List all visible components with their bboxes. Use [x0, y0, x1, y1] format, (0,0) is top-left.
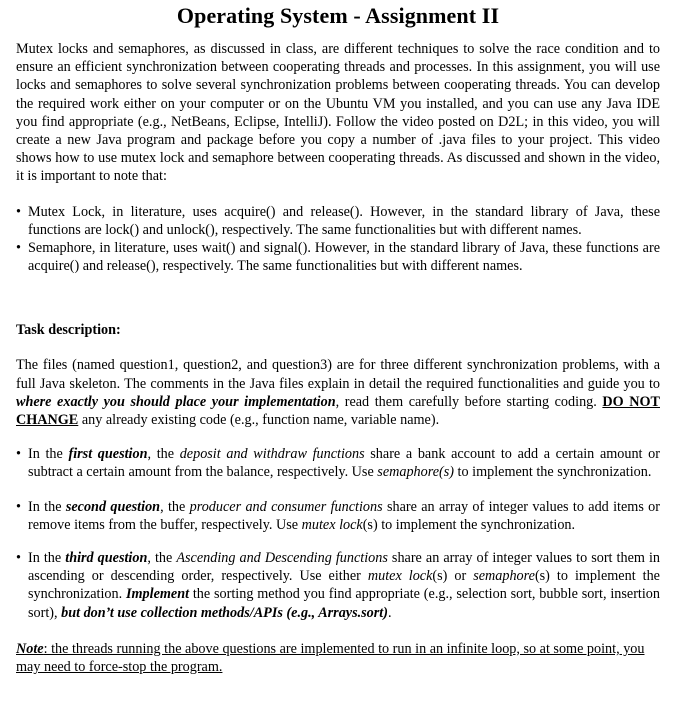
task-heading: Task description:	[16, 322, 121, 339]
text-span: .	[387, 604, 392, 621]
text-span: share an array of integer values to add items or remove items from the buffer, respectively. Use	[28, 498, 661, 533]
bullet-icon: •	[16, 240, 21, 257]
question-ordinal: second question	[65, 498, 161, 515]
text-span: , read them carefully before starting coding.	[335, 393, 603, 410]
text-span: In the	[28, 498, 66, 515]
text-span: (s) to implement the synchronization.	[28, 568, 660, 603]
bullet-icon: •	[16, 446, 21, 463]
restriction-text: but don’t use collection methods/APIs (e.g., Arrays.sort)	[61, 604, 388, 621]
sync-tool: semaphore(s)	[377, 464, 454, 481]
document-title: Operating System - Assignment II	[176, 3, 500, 28]
list-item	[16, 239, 660, 275]
text-span: In the	[28, 446, 69, 463]
list-item	[16, 549, 660, 622]
list-item	[16, 203, 660, 239]
text-span: , the	[147, 446, 180, 463]
sync-tool: mutex lock	[367, 568, 433, 585]
note-semaphore-text: Semaphore, in literature, uses wait() and signal(). However, in the standard library of Java, these functions are acquire() and release(), respectively. The same functionalities but with different names.	[28, 240, 660, 275]
bullet-icon: •	[16, 203, 21, 220]
text-span: to implement the synchronization.	[454, 464, 652, 481]
bullet-icon: •	[16, 498, 21, 515]
question-ordinal: first question	[68, 446, 148, 463]
list-item	[16, 445, 660, 481]
question2-list	[16, 498, 660, 534]
text-span: In the	[28, 550, 66, 567]
list-item	[16, 498, 660, 534]
text-span: share an array of integer values to sort them in ascending or descending order, respectively. Use either	[28, 550, 660, 585]
text-span: , the	[160, 498, 190, 515]
text-span: share a bank account to add a certain amount or subtract a certain amount from the balance, respectively. Use	[28, 446, 660, 481]
note-label: Note	[16, 640, 44, 657]
question1-list	[16, 445, 660, 481]
note-mutex-text: Mutex Lock, in literature, uses acquire() and release(). However, in the standard library of Java, these functions are lock() and unlock(), respectively. The same functionalities but with different names.	[28, 203, 660, 238]
warning-text: DO NOT CHANGE	[16, 393, 660, 429]
emphasis-text: where exactly you should place your implementation	[16, 393, 336, 410]
text-span: (s) or	[432, 568, 474, 585]
function-names: deposit and withdraw functions	[179, 446, 365, 463]
question3-list	[16, 549, 660, 622]
function-names: Ascending and Descending functions	[176, 550, 388, 567]
task-intro-paragraph	[16, 356, 660, 429]
text-span: the sorting method you find appropriate (e.g., selection sort, bubble sort, insertion sort),	[28, 586, 660, 621]
implement-emphasis: Implement	[125, 586, 190, 603]
note-text: : the threads running the above questions are implemented to run in an infinite loop, so at some point, you may need to force-stop the program.	[16, 640, 645, 676]
sync-tool: semaphore	[473, 568, 535, 585]
sync-tool: mutex lock	[301, 516, 363, 533]
note-paragraph	[16, 640, 660, 676]
function-names: producer and consumer functions	[189, 498, 383, 515]
text-span: (s) to implement the synchronization.	[362, 516, 576, 533]
text-span: any already existing code (e.g., function name, variable name).	[78, 412, 440, 429]
bullet-icon: •	[16, 550, 21, 567]
question-ordinal: third question	[65, 550, 148, 567]
intro-paragraph: Mutex locks and semaphores, as discussed in class, are different techniques to solve the race condition and to ensure an efficient synchronization between cooperating threads and processes. In this assignment, you will use locks and semaphores to solve several synchronization problems between cooperating threads. You can develop the required work either on your computer or on the Ubuntu VM you installed, and you can use any Java IDE you find appropriate (e.g., NetBeans, Eclipse, IntelliJ). Follow the video posted on D2L; in this video, you will create a new Java program and package before you copy a number of .java files to your project. This video shows how to use mutex lock and semaphore between cooperating threads. As discussed and shown in the video, it is important to note that:	[16, 41, 660, 185]
notes-list	[16, 203, 660, 276]
text-span: , the	[147, 550, 177, 567]
text-span: The files (named question1, question2, and question3) are for three different synchronization problems, with a full Java skeleton. The comments in the Java files explain in detail the required functionalities and guide you to	[16, 357, 660, 392]
